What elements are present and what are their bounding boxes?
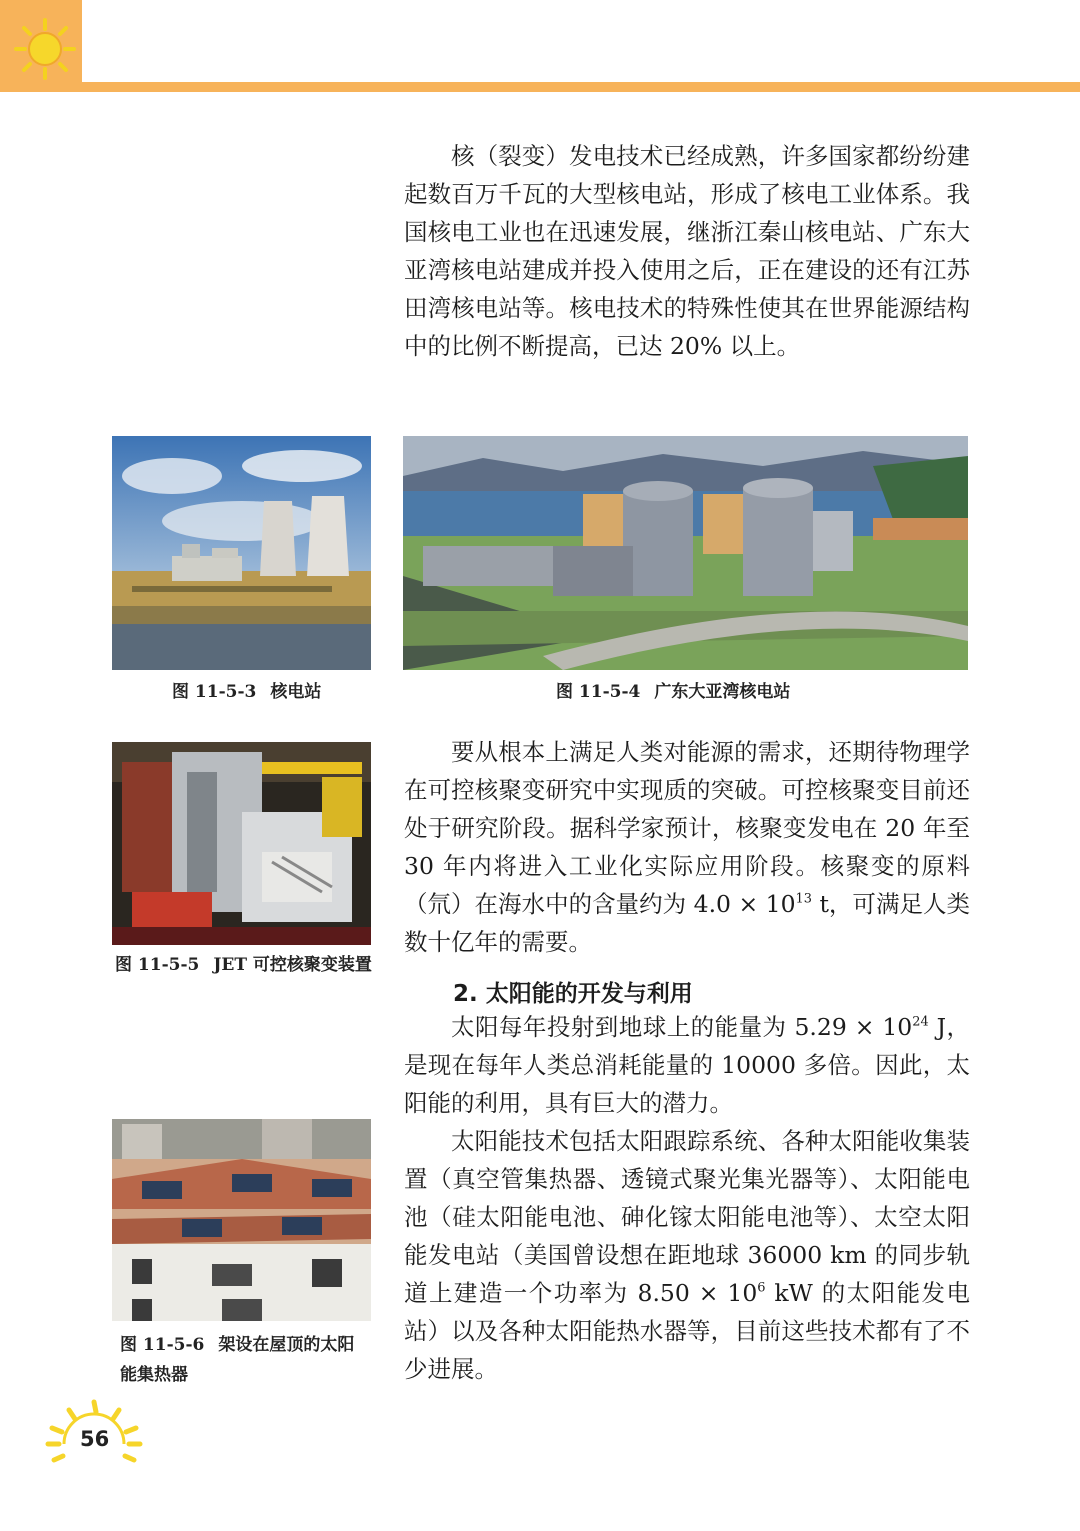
paragraph-text: 太阳能技术包括太阳跟踪系统、各种太阳能收集装置（真空管集热器、透镜式聚光集光器等）、太阳能电池（硅太阳能电池、砷化镓太阳能电池等）、太空太阳能发电站（美国曾设想在距地球 36000 km 的同步轨道上建造一个功率为 8.50 × 10 [404, 1127, 970, 1307]
figure-caption-text: 广东大亚湾核电站 [654, 682, 791, 702]
figure-number: 图 11-5-3 [172, 682, 257, 702]
paragraph-solar-energy-amount [404, 1008, 970, 1122]
figure-number: 图 11-5-4 [556, 682, 641, 702]
page-number-badge [44, 1398, 148, 1488]
daya-bay-nuclear-plant-photo [403, 436, 968, 670]
figure-caption-text: 核电站 [270, 682, 322, 702]
exponent: 13 [795, 891, 812, 907]
paragraph-text: t，可满足人类数十亿年的需要。 [404, 890, 970, 956]
figure-caption-11-5-4 [556, 677, 876, 707]
sun-icon [14, 18, 76, 80]
paragraph-nuclear-fission: 核（裂变）发电技术已经成熟，许多国家都纷纷建起数百万千瓦的大型核电站，形成了核电工业体系。我国核电工业也在迅速发展，继浙江秦山核电站、广东大亚湾核电站建成并投入使用之后，正在建设的还有江苏田湾核电站等。核电技术的特殊性使其在世界能源结构中的比例不断提高，已达 20% 以上。 [404, 142, 970, 360]
paragraph-text: kW 的太阳能发电站）以及各种太阳能热水器等，目前这些技术都有了不少进展。 [404, 1279, 970, 1383]
exponent: 24 [912, 1014, 929, 1030]
figure-caption-text: JET 可控核聚变装置 [213, 955, 372, 975]
rooftop-solar-collectors-photo [112, 1119, 371, 1321]
jet-fusion-device-photo [112, 742, 371, 945]
figure-number: 图 11-5-5 [115, 955, 200, 975]
figure-number: 图 11-5-6 [120, 1335, 205, 1355]
paragraph-text: 要从根本上满足人类对能源的需求，还期待物理学在可控核聚变研究中实现质的突破。可控核聚变目前还处于研究阶段。据科学家预计，核聚变发电在 20 年至 30 年内将进入工业化实际应用阶段。核聚变的原料（氘）在海水中的含量约为 4.0 × 10 [404, 738, 970, 918]
section-heading-solar-energy: 2. 太阳能的开发与利用 [453, 981, 693, 1007]
figure-caption-11-5-5 [115, 950, 385, 980]
nuclear-power-station-photo [112, 436, 371, 670]
paragraph-text: 太阳每年投射到地球上的能量为 5.29 × 10 [451, 1013, 913, 1041]
figure-caption-11-5-3 [172, 677, 372, 707]
figure-caption-11-5-6 [120, 1330, 370, 1390]
paragraph-controlled-fusion [404, 733, 970, 961]
header-accent-bar [82, 82, 1080, 92]
page-number: 56 [80, 1427, 110, 1451]
figure-caption-text: 架设在屋顶的太阳能集热器 [120, 1335, 355, 1385]
paragraph-solar-technology [404, 1122, 970, 1388]
exponent: 6 [757, 1280, 766, 1296]
paragraph-text: J，是现在每年人类总消耗能量的 10000 多倍。因此，太阳能的利用，具有巨大的潜力。 [404, 1013, 971, 1117]
